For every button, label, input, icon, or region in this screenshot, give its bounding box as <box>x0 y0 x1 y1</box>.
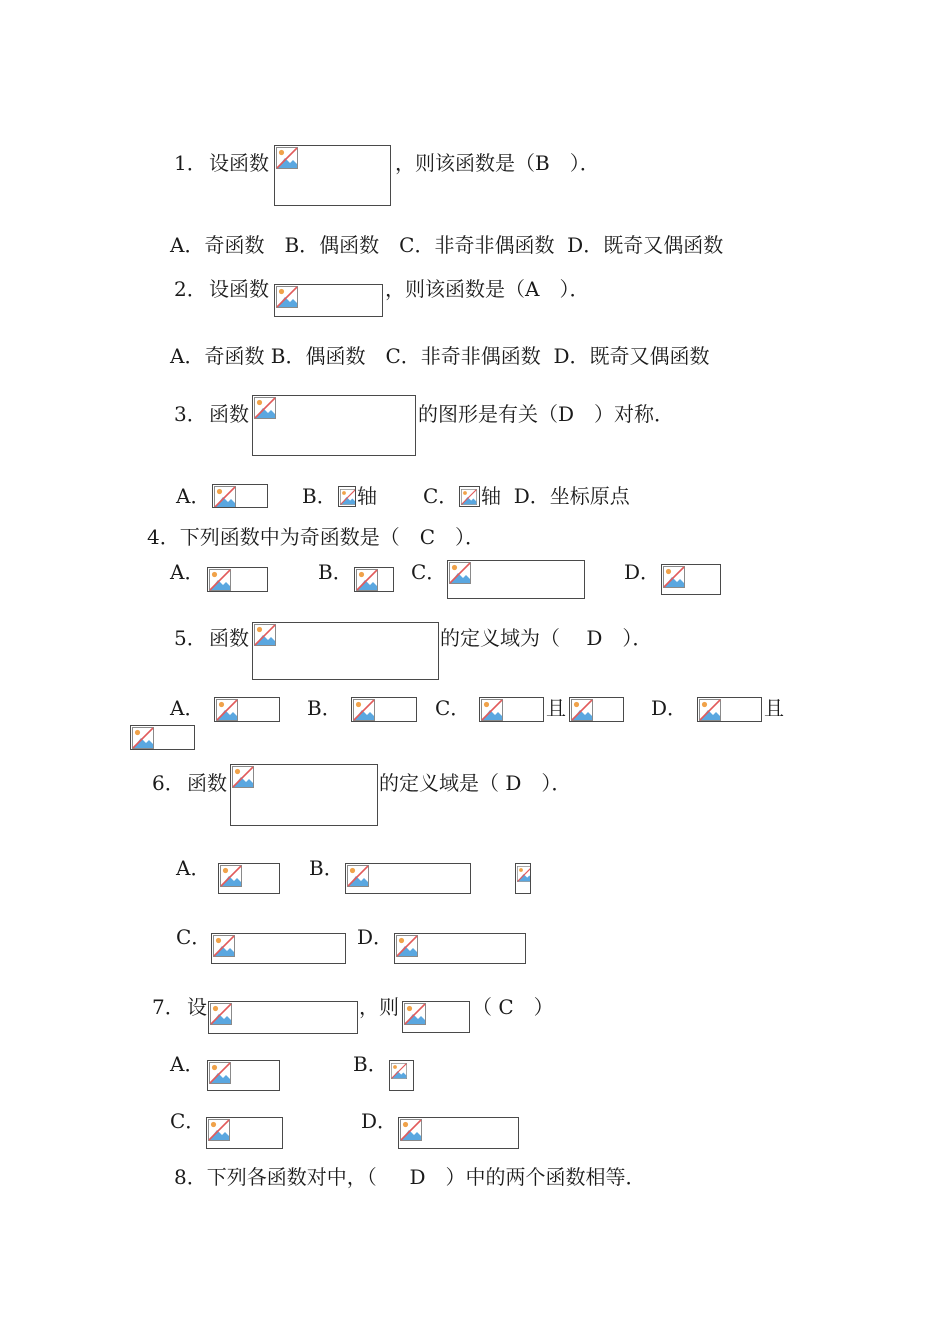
q3-option-a-image <box>212 484 268 508</box>
broken-image-icon <box>400 1119 422 1141</box>
q3-formula-image <box>252 395 416 456</box>
broken-image-icon <box>276 286 298 308</box>
q5-option-c-label: C． <box>435 696 471 720</box>
q5-stem-suffix: 的定义域为（ D ）． <box>440 626 653 650</box>
q6-option-b-image <box>345 863 471 894</box>
q6-option-c-image <box>211 933 346 964</box>
q2-options: A．奇函数 B．偶函数 C．非奇非偶函数 D．既奇又偶函数 <box>170 344 710 368</box>
q7-option-b-label: B． <box>353 1052 388 1076</box>
broken-image-icon <box>216 699 238 721</box>
q3-stem-suffix: 的图形是有关（D ）对称． <box>418 402 675 426</box>
q2-stem-suffix: ，则该函数是（A ）． <box>385 277 590 301</box>
q6-number: 6． <box>152 771 185 795</box>
broken-image-icon <box>449 562 471 584</box>
q6-option-c-label: C． <box>176 925 212 949</box>
broken-image-icon <box>209 569 231 591</box>
q5-formula-image <box>252 622 439 680</box>
broken-image-icon <box>220 865 242 887</box>
q3-option-b-tail: 轴 <box>357 484 377 508</box>
q5-option-d-and: 且 <box>764 696 784 720</box>
q4-option-b-image <box>354 567 394 592</box>
q7-option-d-image <box>398 1117 519 1149</box>
q6-stem-prefix: 函数 <box>187 771 227 795</box>
q7-answer: （ C ） <box>472 995 554 1019</box>
broken-image-icon <box>340 488 356 506</box>
q3-number: 3． <box>174 402 207 426</box>
q2-stem-prefix: 设函数 <box>209 277 269 301</box>
q7-option-a-label: A． <box>170 1052 205 1076</box>
q6-option-a-label: A． <box>176 856 211 880</box>
broken-image-icon <box>461 488 477 506</box>
q6-stem-suffix: 的定义域是（ D ）． <box>379 771 572 795</box>
q1-stem-prefix: 设函数 <box>209 151 269 175</box>
broken-image-icon <box>210 1003 232 1025</box>
q7-stem-prefix: 设 <box>187 995 207 1019</box>
broken-image-icon <box>699 699 721 721</box>
broken-image-icon <box>571 699 593 721</box>
broken-image-icon <box>254 397 276 419</box>
broken-image-icon <box>404 1003 426 1025</box>
q4-option-d-label: D． <box>624 560 661 584</box>
broken-image-icon <box>663 566 685 588</box>
q5-number: 5． <box>174 626 207 650</box>
q4-option-a-image <box>207 567 268 592</box>
q7-number: 7． <box>152 995 185 1019</box>
q7-option-d-label: D． <box>361 1109 398 1133</box>
q3-option-a-label: A． <box>176 484 211 508</box>
q6-option-a-image <box>218 863 280 894</box>
q5-stem-prefix: 函数 <box>209 626 249 650</box>
broken-image-icon <box>208 1119 230 1141</box>
q1-options: A．奇函数 B．偶函数 C．非奇非偶函数 D．既奇又偶函数 <box>170 233 724 257</box>
broken-image-icon <box>356 569 378 591</box>
q6-option-d-image <box>394 933 526 964</box>
q1-number: 1． <box>174 151 207 175</box>
broken-image-icon <box>481 699 503 721</box>
q5-option-b-label: B． <box>307 696 342 720</box>
broken-image-icon <box>132 727 154 749</box>
q2-formula-image <box>274 284 383 317</box>
q4-option-c-image <box>447 560 585 599</box>
broken-image-icon <box>276 147 298 169</box>
broken-image-icon <box>214 486 236 508</box>
q3-option-c-tail: 轴 D．坐标原点 <box>481 484 630 508</box>
q7-stem-then: ，则 <box>359 995 399 1019</box>
q1-formula-image <box>274 145 391 206</box>
broken-image-icon <box>213 935 235 957</box>
broken-image-icon <box>209 1062 231 1084</box>
q7-option-c-image <box>206 1117 283 1149</box>
broken-image-icon <box>517 865 531 883</box>
q4-option-d-image <box>661 564 721 595</box>
q6-option-b-label: B． <box>309 856 344 880</box>
q5-option-a-label: A． <box>170 696 205 720</box>
q5-option-a-image <box>214 697 280 722</box>
q5-option-c-image-1 <box>479 697 544 722</box>
q4-option-c-label: C． <box>411 560 447 584</box>
broken-image-icon <box>232 766 254 788</box>
q6-stray-image <box>515 863 531 894</box>
q5-option-d-image-2 <box>130 725 195 750</box>
q3-option-b-label: B． <box>302 484 337 508</box>
q6-formula-image <box>230 764 378 826</box>
q4-option-b-label: B． <box>318 560 353 584</box>
broken-image-icon <box>396 935 418 957</box>
q8-stem: 8．下列各函数对中，（ D ）中的两个函数相等． <box>174 1165 646 1189</box>
q1-stem-suffix: ，则该函数是（B ）． <box>395 151 600 175</box>
q7-formula-image-1 <box>208 1001 358 1034</box>
q7-formula-image-2 <box>402 1001 470 1033</box>
broken-image-icon <box>391 1062 407 1080</box>
q5-option-b-image <box>351 697 417 722</box>
broken-image-icon <box>347 865 369 887</box>
q7-option-a-image <box>207 1060 280 1091</box>
q3-option-b-image <box>338 486 356 507</box>
broken-image-icon <box>254 624 276 646</box>
q7-option-b-image <box>389 1060 414 1091</box>
q5-option-c-and: 且 <box>546 696 566 720</box>
broken-image-icon <box>353 699 375 721</box>
q6-option-d-label: D． <box>357 925 394 949</box>
q4-stem: 4．下列函数中为奇函数是（ C ）． <box>147 525 486 549</box>
q3-option-c-label: C． <box>423 484 459 508</box>
q3-stem-prefix: 函数 <box>209 402 249 426</box>
q5-option-d-image-1 <box>697 697 762 722</box>
q4-option-a-label: A． <box>170 560 205 584</box>
q7-option-c-label: C． <box>170 1109 206 1133</box>
q3-option-c-image <box>459 486 480 507</box>
q5-option-c-image-2 <box>569 697 624 722</box>
q5-option-d-label: D． <box>651 696 688 720</box>
q2-number: 2． <box>174 277 207 301</box>
